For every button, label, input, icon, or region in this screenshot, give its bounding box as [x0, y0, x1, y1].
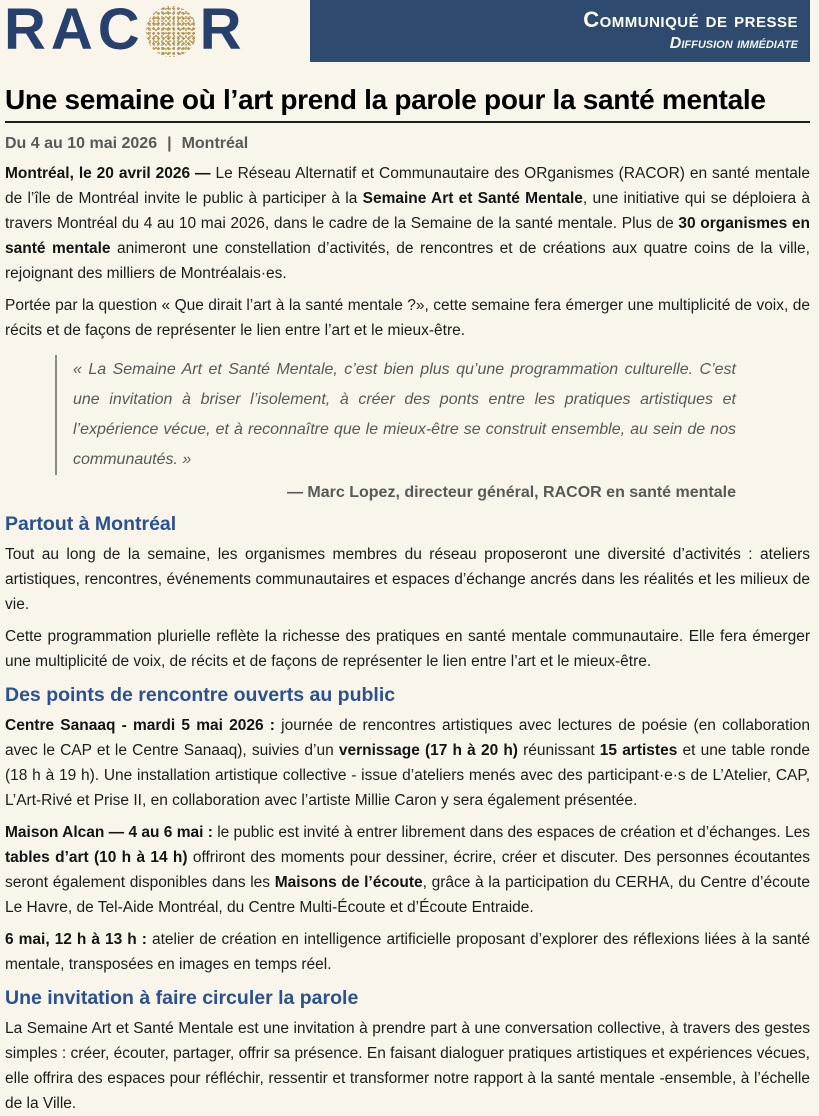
press-release-banner	[310, 0, 810, 62]
intro-paragraph-1: Montréal, le 20 avril 2026 — Le Réseau Alternatif et Communautaire des ORganismes (RACOR) en santé mentale de l’île de Montréal invite le public à participer à la Semaine Art et Santé Mentale, une initiative qui se déploiera à travers Montréal du 4 au 10 mai 2026, dans le cadre de la Semaine de la santé mentale. Plus de 30 organismes en santé mentale animeront une constellation d’activités, de rencontres et de créations aux quatre coins de la ville, rejoignant des milliers de Montréalais·es.	[5, 165, 811, 282]
dateline-city: Montréal	[181, 135, 249, 152]
section-paragraph: Cette programmation plurielle reflète la richesse des pratiques en santé mentale communautaire. Elle fera émerger une multiplicité de voix, de récits et de façons de représenter le lien entre l’art et le mieux-être.	[5, 628, 810, 670]
dateline-separator: |	[167, 135, 172, 152]
section-paragraph-centre-sanaaq: Centre Sanaaq - mardi 5 mai 2026 : journée de rencontres artistiques avec lectures de poésie (en collaboration avec le CAP et le Centre Sanaaq), suivies d’un vernissage (17 h à 20 h) réunissant 15 artistes et une table ronde (18 h à 19 h). Une installation artistique collective - issue d’ateliers menés avec des participant·e·s de L’Atelier, CAP, L’Art-Rivé et Prise II, en collaboration avec l’artiste Millie Caron y sera également présentée.	[5, 717, 810, 809]
racor-logo-text-right: R	[199, 0, 247, 62]
document-body	[0, 84, 819, 1116]
section-paragraph: Tout au long de la semaine, les organismes membres du réseau proposeront une diversité d’activités : ateliers artistiques, rencontres, événements communautaires et espaces d’échange ancrés dans les réalités et les milieux de vie.	[5, 546, 810, 613]
banner-title: Communiqué de presse	[583, 7, 798, 32]
page-header	[0, 0, 819, 62]
section-paragraph-6-mai: 6 mai, 12 h à 13 h : atelier de création en intelligence artificielle proposant d’explorer des réflexions liées à la santé mentale, transposées en images en temps réel.	[5, 931, 810, 973]
intro-paragraph-2: Portée par la question « Que dirait l’art à la santé mentale ?», cette semaine fera émerger une multiplicité de voix, de récits et de façons de représenter le lien entre l’art et le mieux-être.	[5, 297, 810, 339]
section-heading-points-de-rencontre: Des points de rencontre ouverts au public	[5, 684, 396, 706]
section-heading-invitation: Une invitation à faire circuler la parole	[5, 987, 359, 1009]
dateline-date: Du 4 au 10 mai 2026	[5, 135, 158, 152]
gold-dotted-circle-icon	[146, 6, 197, 57]
section-heading-partout-a-montreal: Partout à Montréal	[5, 513, 177, 535]
banner-subtitle: Diffusion immédiate	[669, 35, 798, 52]
page-title: Une semaine où l’art prend la parole pour la santé mentale	[5, 84, 810, 123]
quote-attribution: — Marc Lopez, directeur général, RACOR en santé mentale	[286, 484, 736, 501]
section-paragraph-maison-alcan: Maison Alcan — 4 au 6 mai : le public est invité à entrer librement dans des espaces de création et d’échanges. Les tables d’art (10 h à 14 h) offriront des moments pour dessiner, écrire, créer et discuter. Des personnes écoutantes seront également disponibles dans les Maisons de l’écoute, grâce à la participation du CERHA, du Centre d’écoute Le Havre, de Tel-Aide Montréal, du Centre Multi-Écoute et d’Écoute Entraide.	[5, 824, 810, 916]
section-paragraph: La Semaine Art et Santé Mentale est une invitation à prendre part à une conversation collective, à travers des gestes simples : créer, écouter, partager, offrir sa présence. En faisant dialoguer pratiques artistiques et expériences vécues, elle offrira des espaces pour réfléchir, ressentir et transformer notre rapport à la santé mentale -ensemble, à l’échelle de la Ville.	[5, 1020, 810, 1112]
racor-logo-text-left: RAC	[4, 0, 145, 62]
dateline	[5, 134, 810, 154]
racor-logo	[0, 0, 247, 60]
pull-quote: « La Semaine Art et Santé Mentale, c’est bien plus qu’une programmation culturelle. C’est une invitation à briser l’isolement, à créer des ponts entre les pratiques artistiques et l’expérience vécue, et à reconnaître que le mieux-être se construit ensemble, au sein de nos communautés. »	[55, 355, 736, 475]
